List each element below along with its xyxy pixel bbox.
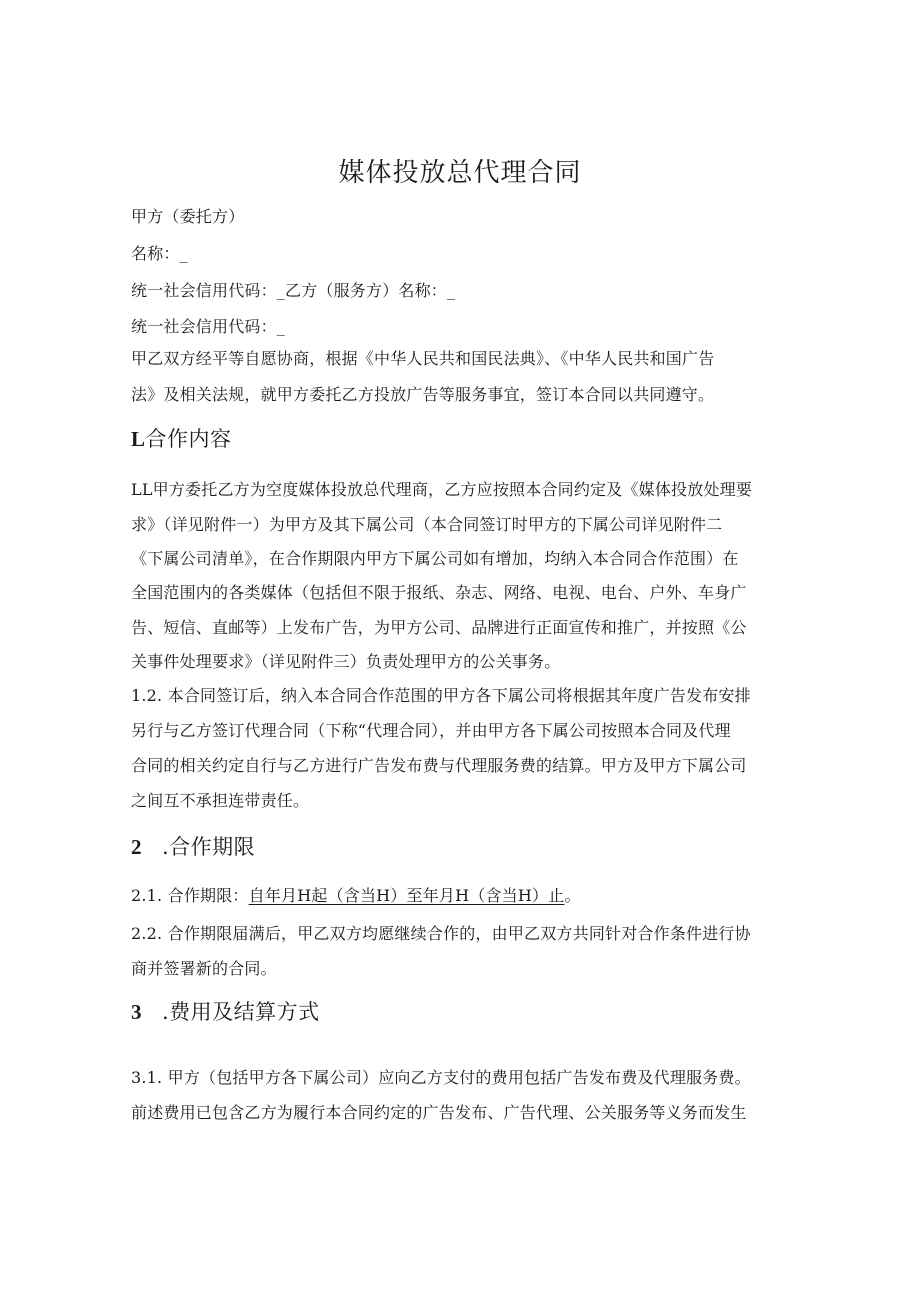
preamble-line: 法》及相关法规，就甲方委托乙方投放广告等服务事宜，签订本合同以共同遵守。 [131,385,715,404]
clause-line: 1.2. 本合同签订后，纳入本合同合作范围的甲方各下属公司将根据其年度广告发布安排 [131,686,751,705]
clause-line: 《下属公司清单》，在合作期限内甲方下属公司如有增加，均纳入本合同合作范围）在 [131,549,739,568]
clause-line: 之间互不承担连带责任。 [131,791,310,810]
document-title: 媒体投放总代理合同 [338,158,582,188]
party-a-name: 名称：_ [131,244,188,263]
section-number: 3 [131,1000,142,1024]
section-heading-cooperation-term [131,834,255,860]
clause-line: 全国范围内的各类媒体（包括但不限于报纸、杂志、网络、电视、电台、户外、车身广 [131,583,747,602]
section-number: L [131,427,146,451]
party-b-credit-code: 统一社会信用代码：_ [131,317,286,336]
clause-line: 合同的相关约定自行与乙方进行广告发布费与代理服务费的结算。甲方及甲方下属公司 [131,756,747,775]
clause-line: 求》（详见附件一）为甲方及其下属公司（本合同签订时甲方的下属公司详见附件二 [131,515,723,534]
party-a-credit-code-party-b-name: 统一社会信用代码：_乙方（服务方）名称：_ [131,281,456,300]
preamble-line: 甲乙双方经平等自愿协商，根据《中华人民共和国民法典》、《中华人民共和国广告 [131,349,715,368]
section-title: .合作期限 [162,835,256,859]
clause-prefix: 2.1. 合作期限： [131,886,249,905]
section-title: 合作内容 [145,427,232,451]
section-heading-cooperation-content [131,426,232,452]
clause-line: 2.2. 合作期限届满后，甲乙双方均愿继续合作的，由甲乙双方共同针对合作条件进行协 [131,924,751,943]
clause-line: 商并签署新的合同。 [131,959,277,978]
clause-line: 另行与乙方签订代理合同（下称“代理合同），并由甲方各下属公司按照本合同及代理 [131,721,731,740]
party-a-label: 甲方（委托方） [131,207,245,226]
cooperation-period: 自年月H起（含当H）至年月H（含当H）止 [248,886,565,905]
section-number: 2 [131,835,142,859]
clause-suffix: 。 [564,886,581,905]
section-title: .费用及结算方式 [162,1000,320,1024]
clause-line: 3.1. 甲方（包括甲方各下属公司）应向乙方支付的费用包括广告发布费及代理服务费。 [131,1068,751,1087]
section-heading-fees-settlement [131,999,320,1025]
clause-line: LL甲方委托乙方为空度媒体投放总代理商，乙方应按照本合同约定及《媒体投放处理要 [131,480,753,499]
clause-line: 前述费用已包含乙方为履行本合同约定的广告发布、广告代理、公关服务等义务而发生 [131,1103,747,1122]
clause-2-1 [131,886,581,906]
clause-line: 关事件处理要求》（详见附件三）负责处理甲方的公关事务。 [131,652,561,671]
clause-line: 告、短信、直邮等）上发布广告，为甲方公司、品牌进行正面宣传和推广，并按照《公 [131,618,747,637]
